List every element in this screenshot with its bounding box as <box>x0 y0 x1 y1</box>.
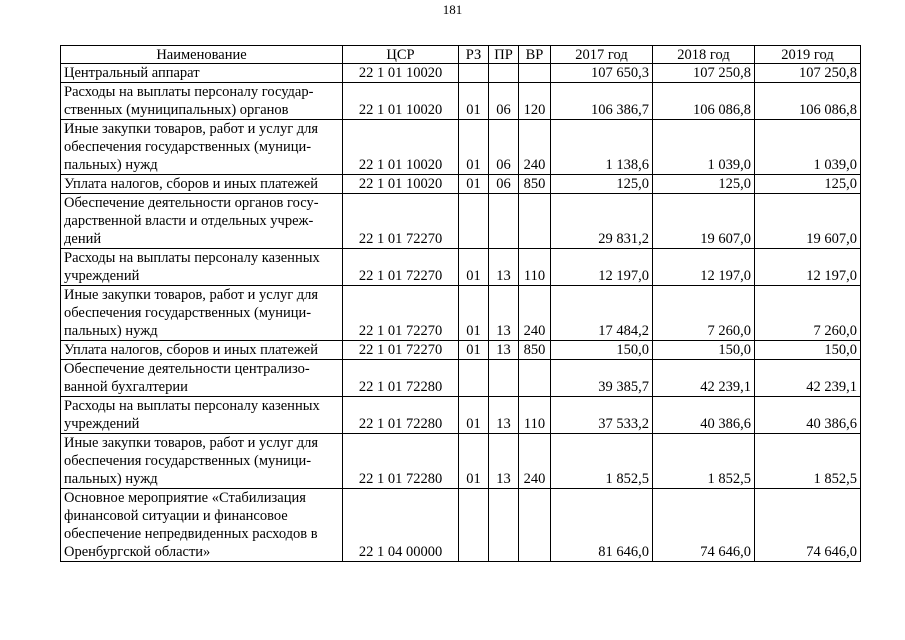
row-2017-amount: 125,0 <box>551 175 653 194</box>
row-rz: 01 <box>459 83 489 120</box>
row-vr <box>519 64 551 83</box>
table-header-row <box>61 46 861 64</box>
row-csr: 22 1 01 10020 <box>343 175 459 194</box>
budget-table <box>60 45 861 562</box>
row-rz: 01 <box>459 341 489 360</box>
row-pr: 13 <box>489 341 519 360</box>
table-row <box>61 249 861 286</box>
row-pr <box>489 64 519 83</box>
row-vr: 240 <box>519 120 551 175</box>
table-row <box>61 360 861 397</box>
row-rz <box>459 194 489 249</box>
row-csr: 22 1 01 72270 <box>343 194 459 249</box>
row-vr <box>519 360 551 397</box>
table-row <box>61 120 861 175</box>
row-2019-amount: 1 852,5 <box>755 434 861 489</box>
table-row <box>61 83 861 120</box>
table-row <box>61 434 861 489</box>
row-2017-amount: 106 386,7 <box>551 83 653 120</box>
header-2018: 2018 год <box>653 46 755 64</box>
row-2017-amount: 107 650,3 <box>551 64 653 83</box>
row-rz <box>459 360 489 397</box>
row-pr: 13 <box>489 249 519 286</box>
row-2018-amount: 1 039,0 <box>653 120 755 175</box>
row-csr: 22 1 01 72280 <box>343 434 459 489</box>
row-name: Центральный аппарат <box>61 64 343 83</box>
row-pr <box>489 489 519 562</box>
row-name: Расходы на выплаты персоналу казенных учреждений <box>61 397 343 434</box>
row-vr: 850 <box>519 175 551 194</box>
row-2017-amount: 81 646,0 <box>551 489 653 562</box>
header-2019: 2019 год <box>755 46 861 64</box>
row-name: Расходы на выплаты персоналу казенных учреждений <box>61 249 343 286</box>
header-rz: РЗ <box>459 46 489 64</box>
row-2018-amount: 1 852,5 <box>653 434 755 489</box>
row-pr: 06 <box>489 83 519 120</box>
row-2019-amount: 1 039,0 <box>755 120 861 175</box>
table-row <box>61 397 861 434</box>
row-rz: 01 <box>459 397 489 434</box>
row-vr: 240 <box>519 286 551 341</box>
row-csr: 22 1 01 72280 <box>343 360 459 397</box>
row-vr <box>519 489 551 562</box>
row-name: Иные закупки товаров, работ и услуг для обеспечения государственных (муници- пальных) нужд <box>61 286 343 341</box>
row-name: Иные закупки товаров, работ и услуг для обеспечения государственных (муници- пальных) нужд <box>61 434 343 489</box>
page-number: 181 <box>442 2 463 17</box>
row-pr: 13 <box>489 286 519 341</box>
row-2017-amount: 37 533,2 <box>551 397 653 434</box>
row-2019-amount: 40 386,6 <box>755 397 861 434</box>
row-rz: 01 <box>459 249 489 286</box>
row-pr: 06 <box>489 120 519 175</box>
row-name: Уплата налогов, сборов и иных платежей <box>61 175 343 194</box>
row-2018-amount: 106 086,8 <box>653 83 755 120</box>
row-2019-amount: 107 250,8 <box>755 64 861 83</box>
row-2018-amount: 19 607,0 <box>653 194 755 249</box>
row-name: Уплата налогов, сборов и иных платежей <box>61 341 343 360</box>
row-vr: 240 <box>519 434 551 489</box>
row-rz: 01 <box>459 286 489 341</box>
table-row <box>61 64 861 83</box>
header-pr: ПР <box>489 46 519 64</box>
row-csr: 22 1 01 10020 <box>343 83 459 120</box>
header-csr: ЦСР <box>343 46 459 64</box>
row-vr: 110 <box>519 397 551 434</box>
table-row <box>61 286 861 341</box>
row-2018-amount: 42 239,1 <box>653 360 755 397</box>
table-row <box>61 341 861 360</box>
row-pr <box>489 194 519 249</box>
row-csr: 22 1 01 10020 <box>343 120 459 175</box>
row-csr: 22 1 01 72270 <box>343 341 459 360</box>
row-rz: 01 <box>459 175 489 194</box>
row-2018-amount: 7 260,0 <box>653 286 755 341</box>
row-rz: 01 <box>459 120 489 175</box>
table-row <box>61 489 861 562</box>
row-2017-amount: 12 197,0 <box>551 249 653 286</box>
header-2017: 2017 год <box>551 46 653 64</box>
row-pr: 13 <box>489 434 519 489</box>
row-2018-amount: 125,0 <box>653 175 755 194</box>
row-2019-amount: 106 086,8 <box>755 83 861 120</box>
row-name: Расходы на выплаты персоналу государ- ственных (муниципальных) органов <box>61 83 343 120</box>
row-2019-amount: 150,0 <box>755 341 861 360</box>
row-2019-amount: 19 607,0 <box>755 194 861 249</box>
header-vr: ВР <box>519 46 551 64</box>
row-2018-amount: 12 197,0 <box>653 249 755 286</box>
row-2019-amount: 74 646,0 <box>755 489 861 562</box>
row-vr <box>519 194 551 249</box>
row-vr: 120 <box>519 83 551 120</box>
row-rz <box>459 489 489 562</box>
row-2019-amount: 12 197,0 <box>755 249 861 286</box>
row-csr: 22 1 01 72270 <box>343 249 459 286</box>
table-row <box>61 175 861 194</box>
row-2018-amount: 150,0 <box>653 341 755 360</box>
row-2017-amount: 29 831,2 <box>551 194 653 249</box>
row-2018-amount: 74 646,0 <box>653 489 755 562</box>
row-rz <box>459 64 489 83</box>
row-name: Основное мероприятие «Стабилизация финансовой ситуации и финансовое обеспечение непредвиденных расходов в Оренбургской области» <box>61 489 343 562</box>
row-csr: 22 1 01 72280 <box>343 397 459 434</box>
row-2019-amount: 7 260,0 <box>755 286 861 341</box>
row-vr: 850 <box>519 341 551 360</box>
row-pr: 06 <box>489 175 519 194</box>
row-csr: 22 1 01 72270 <box>343 286 459 341</box>
row-2017-amount: 1 852,5 <box>551 434 653 489</box>
row-csr: 22 1 04 00000 <box>343 489 459 562</box>
row-rz: 01 <box>459 434 489 489</box>
row-2018-amount: 40 386,6 <box>653 397 755 434</box>
row-csr: 22 1 01 10020 <box>343 64 459 83</box>
row-name: Обеспечение деятельности централизо- ванной бухгалтерии <box>61 360 343 397</box>
row-2017-amount: 150,0 <box>551 341 653 360</box>
row-2017-amount: 1 138,6 <box>551 120 653 175</box>
table-row <box>61 194 861 249</box>
row-name: Обеспечение деятельности органов госу- дарственной власти и отдельных учреж- дений <box>61 194 343 249</box>
row-2018-amount: 107 250,8 <box>653 64 755 83</box>
row-name: Иные закупки товаров, работ и услуг для обеспечения государственных (муници- пальных) нужд <box>61 120 343 175</box>
row-pr <box>489 360 519 397</box>
row-vr: 110 <box>519 249 551 286</box>
row-2019-amount: 125,0 <box>755 175 861 194</box>
row-2019-amount: 42 239,1 <box>755 360 861 397</box>
row-2017-amount: 17 484,2 <box>551 286 653 341</box>
header-name: Наименование <box>61 46 343 64</box>
table-body <box>61 64 861 562</box>
row-pr: 13 <box>489 397 519 434</box>
row-2017-amount: 39 385,7 <box>551 360 653 397</box>
